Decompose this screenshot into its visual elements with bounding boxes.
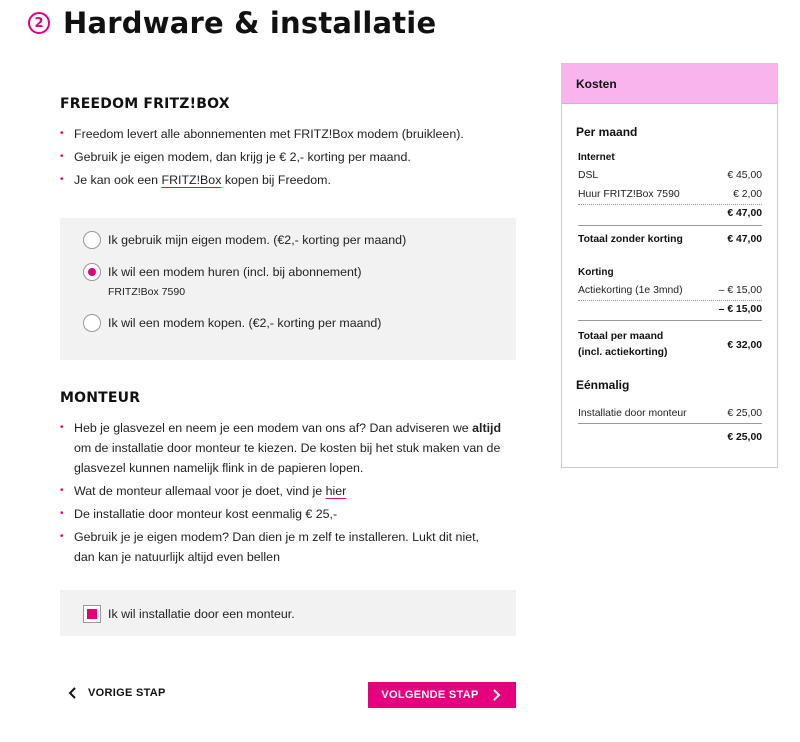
list-item: • Gebruik je je eigen modem? Dan dien je m zelf te installeren. Lukt dit niet, dan kan je natuurlijk altijd even bellen [60,527,516,567]
list-item [60,481,516,501]
cost-amount: € 45,00 [727,170,762,181]
cost-amount: € 2,00 [733,189,762,200]
total-month-sublabel: (incl. actiekorting) [578,347,668,358]
costs-title: Kosten [562,64,777,104]
cost-amount: – € 15,00 [718,285,762,296]
fritzbox-link[interactable]: FRITZ!Box [161,173,222,187]
cost-label: Totaal zonder korting [578,234,683,245]
divider [578,300,762,301]
monteur-bullet-list [60,418,516,570]
divider [578,204,762,205]
chevron-left-icon [66,686,80,700]
fritzbox-bullet-list [60,124,516,193]
total-without-discount-row [578,234,762,245]
monteur-checkbox-panel [60,590,516,636]
list-item: • Gebruik je eigen modem, dan krijg je € 2,- korting per maand. [60,147,516,167]
next-step-button[interactable] [368,682,516,708]
internet-heading: Internet [578,152,615,163]
one-time-heading: Eénmalig [576,378,630,392]
list-item-text: om de installatie door monteur te kiezen. De kosten bij het stuk maken van de glasvezel kunnen namelijk flink in de papieren lopen. [74,441,501,475]
internet-subtotal-row [578,208,762,219]
list-item-text: Heb je glasvezel en neem je een modem van ons af? Dan adviseren we [74,421,473,435]
cost-label [578,329,668,361]
option-sublabel: FRITZ!Box 7590 [108,286,186,298]
cost-amount: € 47,00 [727,234,762,245]
cost-label: DSL [578,170,599,181]
one-time-subtotal-row [578,432,762,443]
monteur-checkbox-label[interactable]: Ik wil installatie door een monteur. [108,607,295,621]
section-title-monteur: MONTEUR [60,390,141,406]
list-item: • Freedom levert alle abonnementen met FRITZ!Box modem (bruikleen). [60,124,516,144]
cost-row [578,285,762,296]
monteur-checkbox[interactable] [83,605,101,623]
cost-amount: € 25,00 [727,408,762,419]
step-number-badge: 2 [28,12,50,34]
cost-label: Huur FRITZ!Box 7590 [578,189,680,200]
radio-own-modem[interactable] [83,231,101,249]
discount-subtotal-row [578,304,762,315]
option-label: Ik gebruik mijn eigen modem. (€2,- korting per maand) [108,233,407,247]
section-title-fritzbox: FREEDOM FRITZ!BOX [60,96,230,112]
chevron-right-icon [491,689,503,701]
total-month-label: Totaal per maand [578,331,664,342]
list-item [60,170,516,190]
previous-step-button[interactable] [66,686,166,700]
cost-label: Installatie door monteur [578,408,687,419]
costs-panel [561,63,778,468]
option-buy-modem[interactable] [83,314,381,332]
total-per-month-row [578,329,762,361]
list-item-text: kopen bij Freedom. [221,173,331,187]
cost-amount: € 25,00 [727,432,762,443]
page-header [28,6,436,40]
list-item [60,418,516,478]
cost-row [578,170,762,181]
divider [578,423,762,424]
monteur-info-link[interactable]: hier [325,484,347,498]
divider [578,225,762,226]
list-item: • De installatie door monteur kost eenmalig € 25,- [60,504,516,524]
previous-step-label: VORIGE STAP [88,687,166,699]
list-item-text: Je kan ook een [74,173,162,187]
radio-rent-modem[interactable] [83,263,101,281]
option-rent-modem[interactable] [83,263,361,301]
cost-amount: – € 15,00 [718,304,762,315]
discount-heading: Korting [578,267,614,278]
option-own-modem[interactable] [83,231,406,249]
cost-amount: € 47,00 [727,208,762,219]
modem-options-panel [60,218,516,360]
option-label: Ik wil een modem huren (incl. bij abonnement) [108,265,362,279]
divider [578,320,762,321]
option-label: Ik wil een modem kopen. (€2,- korting per maand) [108,316,382,330]
cost-label: Actiekorting (1e 3mnd) [578,285,683,296]
cost-row [578,189,762,200]
cost-row [578,408,762,419]
per-month-heading: Per maand [576,125,638,139]
list-item-text: Wat de monteur allemaal voor je doet, vind je [74,484,326,498]
radio-buy-modem[interactable] [83,314,101,332]
page-title: Hardware & installatie [63,6,437,40]
next-step-label: VOLGENDE STAP [381,689,479,701]
cost-amount: € 32,00 [727,339,762,351]
emphasis-text: altijd [472,421,502,435]
